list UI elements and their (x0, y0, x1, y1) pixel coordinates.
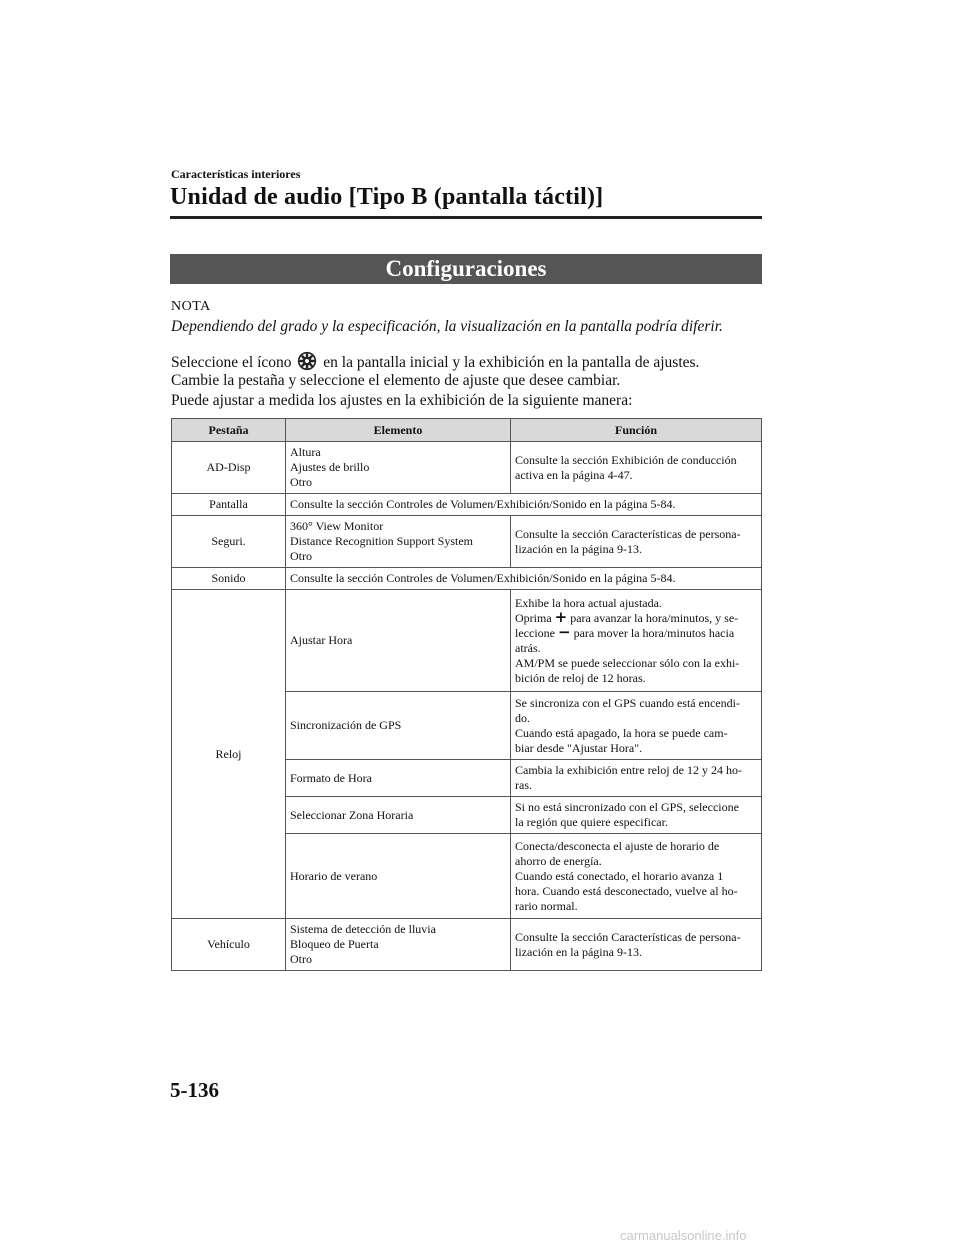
function-line: atrás. (515, 640, 541, 655)
function-line: ahorro de energía. (515, 853, 602, 868)
function-line: Consulte la sección Exhibición de conducción (515, 452, 737, 467)
minus-icon: − (557, 622, 571, 641)
element-cell: Ajustar Hora (286, 590, 511, 692)
tab-cell: Vehículo (172, 919, 286, 971)
function-line: Exhibe la hora actual ajustada. (515, 595, 662, 610)
function-line: Cambia la exhibición entre reloj de 12 y 24 ho- (515, 763, 742, 777)
element-line: Distance Recognition Support System (290, 534, 473, 548)
element-line: 360° View Monitor (290, 519, 384, 533)
function-cell (511, 516, 762, 568)
function-line: Se sincroniza con el GPS cuando está encendi- (515, 695, 740, 710)
gear-icon (297, 351, 317, 371)
merged-cell: Consulte la sección Controles de Volumen/Exhibición/Sonido en la página 5-84. (286, 568, 762, 590)
function-line: bición de reloj de 12 horas. (515, 670, 646, 685)
chapter-title: Unidad de audio [Tipo B (pantalla táctil)] (170, 184, 604, 210)
section-label: Características interiores (171, 167, 301, 181)
function-text: para mover la hora/minutos hacia (573, 625, 735, 640)
function-line: Si no está sincronizado con el GPS, seleccione (515, 800, 739, 814)
function-line: lización en la página 9-13. (515, 944, 642, 959)
element-line: Otro (290, 952, 312, 966)
function-cell (511, 919, 762, 971)
element-line: Sistema de detección de lluvia (290, 922, 436, 936)
function-cell (511, 590, 762, 692)
function-line: Cuando está conectado, el horario avanza 1 (515, 868, 724, 883)
table-row (172, 516, 762, 568)
page-number: 5-136 (170, 1078, 219, 1102)
function-cell (511, 760, 762, 797)
element-line: Ajustes de brillo (290, 460, 370, 474)
function-line: do. (515, 710, 530, 725)
tab-cell: Reloj (172, 590, 286, 919)
header-function: Función (511, 419, 762, 442)
function-text: Oprima (515, 610, 552, 625)
function-line: hora. Cuando está desconectado, vuelve al ho- (515, 883, 738, 898)
function-line: Conecta/desconecta el ajuste de horario de (515, 838, 720, 853)
table-row (172, 442, 762, 494)
function-line: activa en la página 4-47. (515, 467, 633, 482)
function-line (515, 622, 757, 641)
tab-cell: AD-Disp (172, 442, 286, 494)
function-cell (511, 834, 762, 919)
function-line: rario normal. (515, 898, 578, 913)
function-cell (511, 797, 762, 834)
intro-line-2: Cambie la pestaña y seleccione el elemento de ajuste que desee cambiar. (171, 372, 621, 389)
intro-line-1 (171, 351, 699, 372)
table-row (172, 590, 762, 692)
element-cell (286, 919, 511, 971)
plus-icon: + (554, 607, 568, 626)
function-line: AM/PM se puede seleccionar sólo con la exhi- (515, 655, 740, 670)
section-banner: Configuraciones (170, 254, 762, 284)
settings-table (171, 418, 762, 971)
watermark: carmanualsonline.info (620, 1228, 747, 1243)
element-cell: Sincronización de GPS (286, 692, 511, 760)
title-rule (170, 216, 762, 219)
function-cell (511, 692, 762, 760)
element-line: Altura (290, 445, 321, 459)
table-row (172, 919, 762, 971)
function-line: Cuando está apagado, la hora se puede cam- (515, 725, 728, 740)
function-line: lización en la página 9-13. (515, 541, 642, 556)
function-line: Consulte la sección Características de persona- (515, 526, 741, 541)
header-tab: Pestaña (172, 419, 286, 442)
tab-cell: Sonido (172, 568, 286, 590)
intro-line-3: Puede ajustar a medida los ajustes en la exhibición de la siguiente manera: (171, 392, 633, 409)
table-row (172, 568, 762, 590)
table-header-row (172, 419, 762, 442)
function-line: ras. (515, 778, 532, 792)
element-cell (286, 442, 511, 494)
element-cell: Horario de verano (286, 834, 511, 919)
function-text: para avanzar la hora/minutos, y se- (570, 610, 739, 625)
element-cell: Seleccionar Zona Horaria (286, 797, 511, 834)
intro-line-1-end: en la pantalla inicial y la exhibición en la pantalla de ajustes. (323, 354, 700, 371)
table-row (172, 494, 762, 516)
tab-cell: Seguri. (172, 516, 286, 568)
element-cell (286, 516, 511, 568)
element-line: Otro (290, 475, 312, 489)
function-line: biar desde "Ajustar Hora". (515, 740, 643, 755)
header-element: Elemento (286, 419, 511, 442)
function-line: Consulte la sección Características de persona- (515, 929, 741, 944)
element-line: Bloqueo de Puerta (290, 937, 379, 951)
note-label: NOTA (171, 299, 211, 314)
merged-cell: Consulte la sección Controles de Volumen/Exhibición/Sonido en la página 5-84. (286, 494, 762, 516)
note-text: Dependiendo del grado y la especificación, la visualización en la pantalla podría diferir. (171, 318, 723, 335)
function-text: leccione (515, 625, 555, 640)
function-cell (511, 442, 762, 494)
intro-line-1-start: Seleccione el ícono (171, 354, 292, 371)
element-cell: Formato de Hora (286, 760, 511, 797)
function-line: la región que quiere especificar. (515, 815, 668, 829)
element-line: Otro (290, 549, 312, 563)
function-line (515, 607, 757, 626)
tab-cell: Pantalla (172, 494, 286, 516)
